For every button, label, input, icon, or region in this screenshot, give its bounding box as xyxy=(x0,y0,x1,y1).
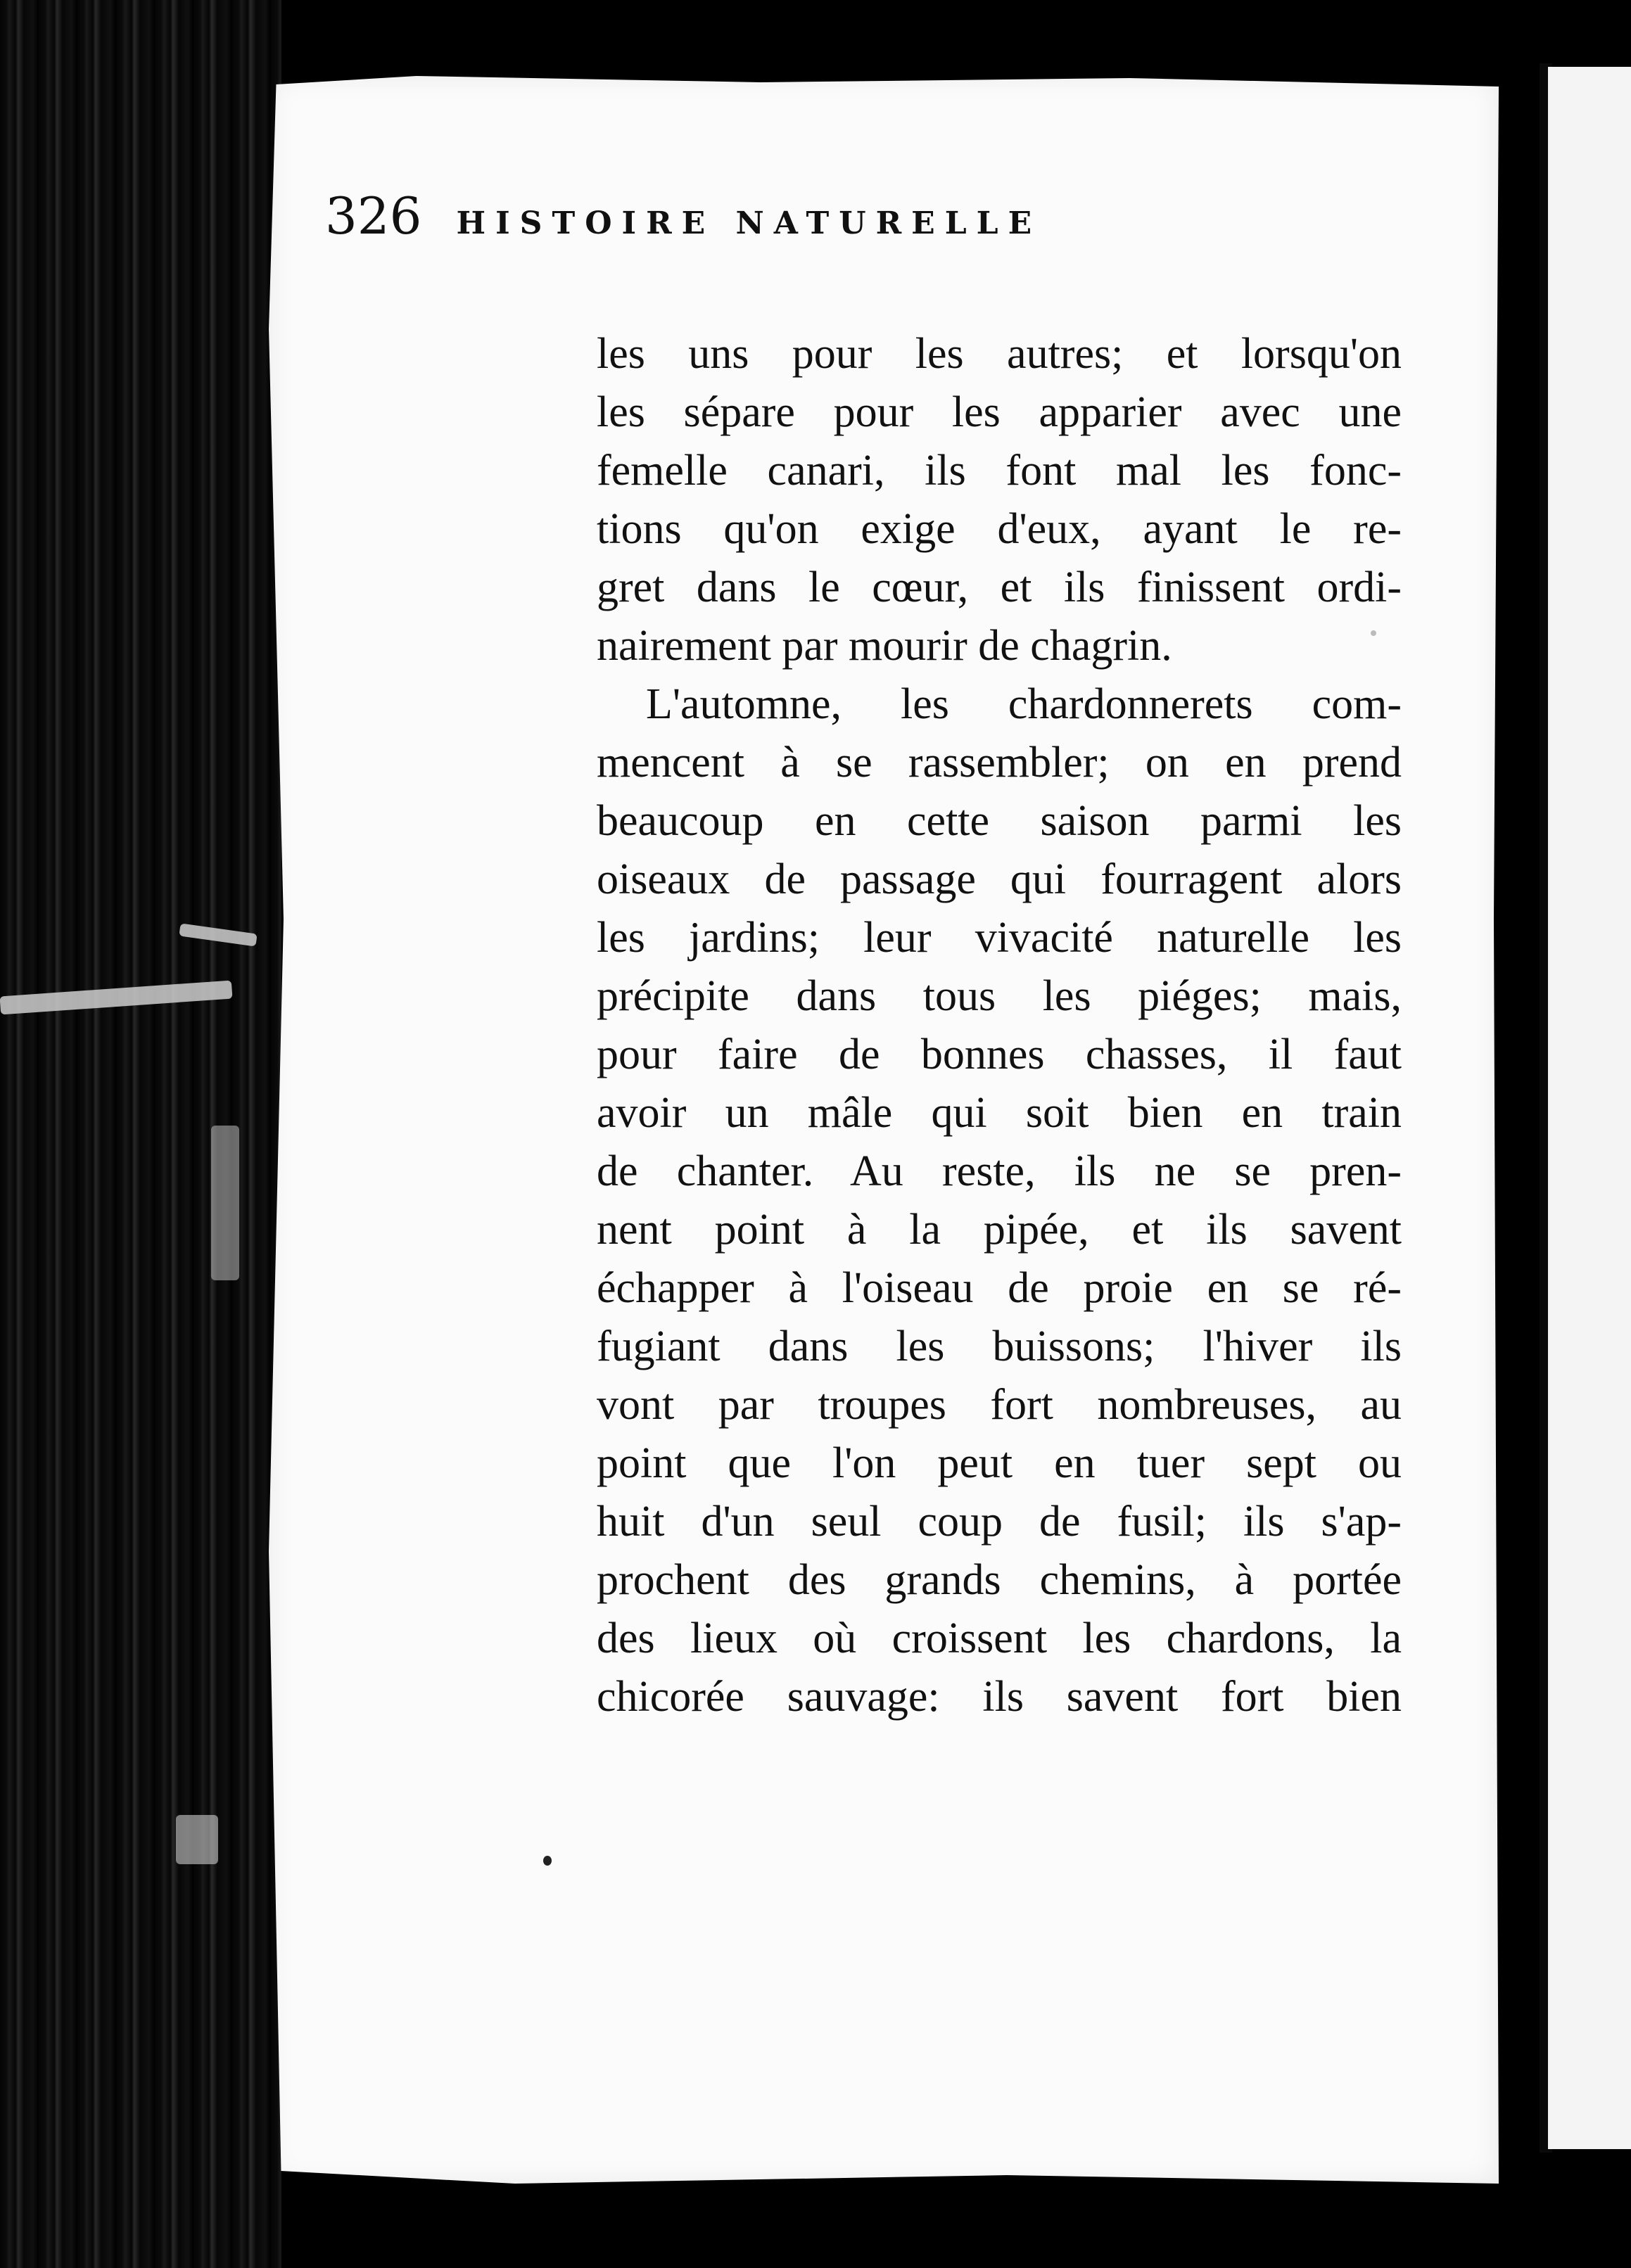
ink-speck xyxy=(543,1856,552,1866)
text-line: chicorée sauvage: ils savent fort bien xyxy=(597,1673,1402,1721)
text-line: femelle canari, ils font mal les fonc- xyxy=(597,447,1402,495)
text-line: de chanter. Au reste, ils ne se pren- xyxy=(597,1147,1402,1195)
text-line: pour faire de bonnes chasses, il faut xyxy=(597,1031,1402,1078)
text-line: gret dans le cœur, et ils finissent ordi- xyxy=(597,563,1402,611)
text-line: nent point à la pipée, et ils savent xyxy=(597,1206,1402,1254)
text-line: tions qu'on exige d'eux, ayant le re- xyxy=(597,505,1402,553)
text-line: nairement par mourir de chagrin. xyxy=(597,622,1172,670)
text-line: échapper à l'oiseau de proie en se ré- xyxy=(597,1264,1402,1312)
book-spine xyxy=(0,0,281,2268)
text-line: fugiant dans les buissons; l'hiver ils xyxy=(597,1323,1402,1370)
text-line: des lieux où croissent les chardons, la xyxy=(597,1614,1402,1662)
spine-crease xyxy=(211,1126,239,1280)
text-line: avoir un mâle qui soit bien en train xyxy=(597,1089,1402,1137)
running-head xyxy=(325,186,1310,264)
text-line: point que l'on peut en tuer sept ou xyxy=(597,1439,1402,1487)
ink-speck xyxy=(1371,630,1376,636)
page-number: 326 xyxy=(325,186,422,246)
text-line: les uns pour les autres; et lorsqu'on xyxy=(597,330,1402,378)
next-page xyxy=(1548,67,1631,2149)
body-text xyxy=(597,325,1402,1726)
text-line: huit d'un seul coup de fusil; ils s'ap- xyxy=(597,1498,1402,1546)
text-line: les jardins; leur vivacité naturelle les xyxy=(597,914,1402,962)
text-line: mencent à se rassembler; on en prend xyxy=(597,739,1402,786)
text-line: beaucoup en cette saison parmi les xyxy=(597,797,1402,845)
text-line: oiseaux de passage qui fourragent alors xyxy=(597,855,1402,903)
text-line: vont par troupes fort nombreuses, au xyxy=(597,1381,1402,1429)
text-line: L'automne, les chardonnerets com- xyxy=(646,680,1402,728)
text-line: précipite dans tous les piéges; mais, xyxy=(597,972,1402,1020)
text-line: prochent des grands chemins, à portée xyxy=(597,1556,1402,1604)
spine-crease xyxy=(176,1815,218,1864)
text-line: les sépare pour les apparier avec une xyxy=(597,388,1402,436)
running-head-title: HISTOIRE NATURELLE xyxy=(456,205,1042,241)
